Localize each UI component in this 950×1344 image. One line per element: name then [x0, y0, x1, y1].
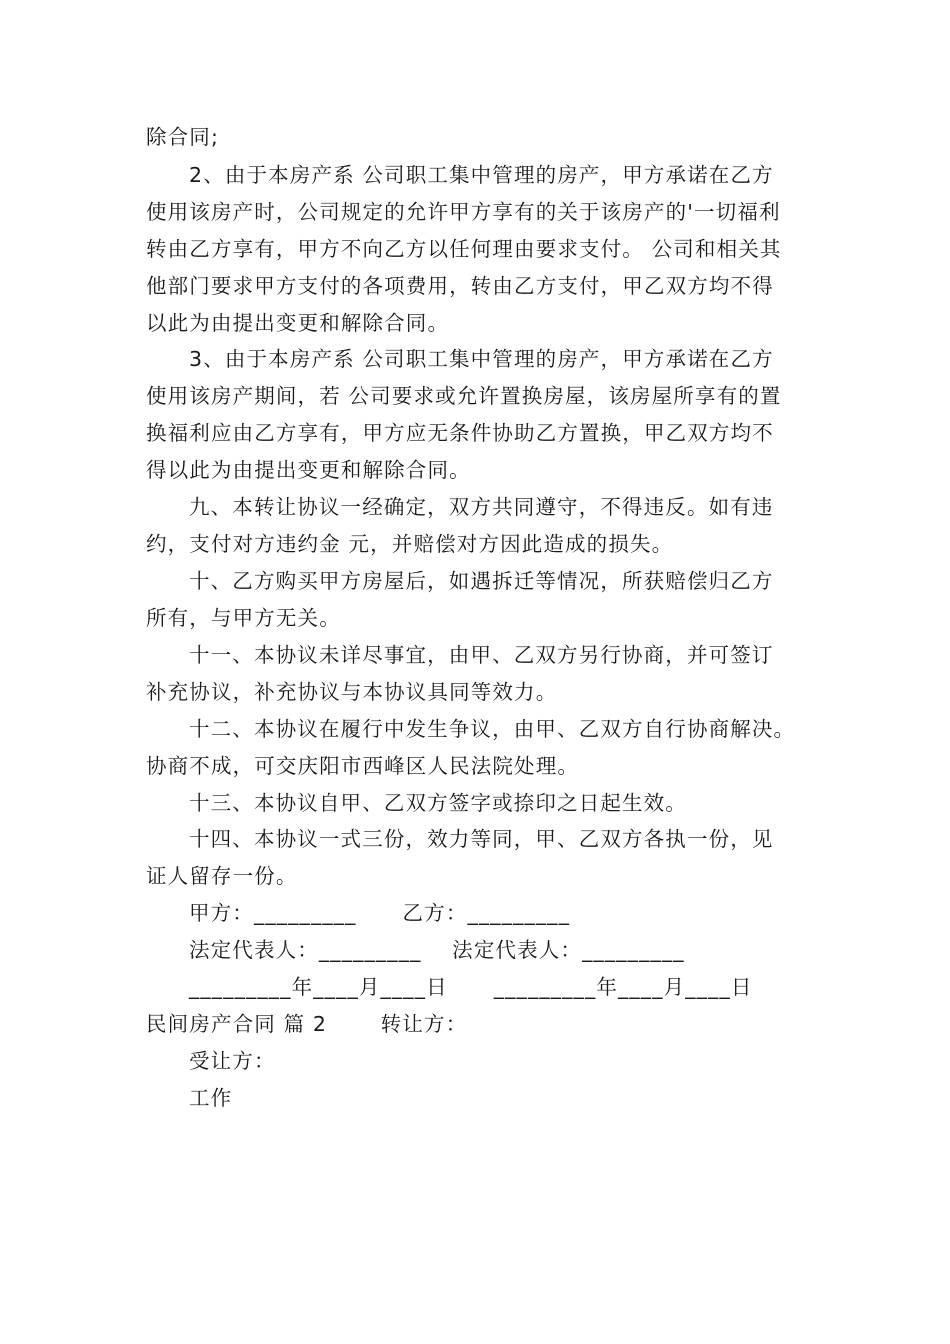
text-line: 使用该房产时，公司规定的允许甲方享有的关于该房产的'一切福利: [146, 200, 781, 224]
text-line: 以此为由提出变更和解除合同。: [146, 311, 450, 335]
signature-line: 甲方：_________ 乙方：_________: [189, 901, 571, 925]
text-line: 十四、本协议一式三份，效力等同，甲、乙双方各执一份，见: [189, 827, 774, 851]
text-line: 十二、本协议在履行中发生争议，由甲、乙双方自行协商解决。: [189, 717, 796, 741]
text-line: 使用该房产期间，若 公司要求或允许置换房屋，该房屋所享有的置: [146, 384, 782, 408]
text-line: 3、由于本房产系 公司职工集中管理的房产，甲方承诺在乙方: [189, 347, 774, 371]
representative-line: 法定代表人：_________ 法定代表人：_________: [189, 938, 685, 962]
text-line: 证人留存一份。: [146, 864, 298, 888]
text-line: 他部门要求甲方支付的各项费用，转由乙方支付，甲乙双方均不得: [146, 274, 774, 298]
section-heading: 民间房产合同 篇 2 转让方：: [146, 1012, 468, 1036]
text-line: 补充协议，补充协议与本协议具同等效力。: [146, 680, 558, 704]
text-line: 十一、本协议未详尽事宜，由甲、乙双方另行协商，并可签订: [189, 643, 774, 667]
text-line: 得以此为由提出变更和解除合同。: [146, 458, 471, 482]
text-line: 换福利应由乙方享有，甲方应无条件协助乙方置换，甲乙双方均不: [146, 421, 774, 445]
date-line: _________年____月____日 _________年____月____日: [189, 975, 753, 999]
text-line: 协商不成，可交庆阳市西峰区人民法院处理。: [146, 754, 579, 778]
text-line: 转由乙方享有，甲方不向乙方以任何理由要求支付。 公司和相关其: [146, 237, 782, 261]
text-line: 工作: [189, 1086, 233, 1110]
text-line: 十三、本协议自甲、乙双方签字或捺印之日起生效。: [189, 791, 687, 815]
text-line: 受让方：: [189, 1049, 276, 1073]
text-line: 九、本转让协议一经确定，双方共同遵守，不得违反。如有违: [189, 495, 774, 519]
text-line: 2、由于本房产系 公司职工集中管理的房产，甲方承诺在乙方: [189, 163, 774, 187]
text-line: 除合同;: [146, 125, 220, 149]
text-line: 约，支付对方违约金 元，并赔偿对方因此造成的损失。: [146, 532, 674, 556]
text-line: 所有，与甲方无关。: [146, 606, 341, 630]
text-line: 十、乙方购买甲方房屋后，如遇拆迁等情况，所获赔偿归乙方: [189, 569, 774, 593]
